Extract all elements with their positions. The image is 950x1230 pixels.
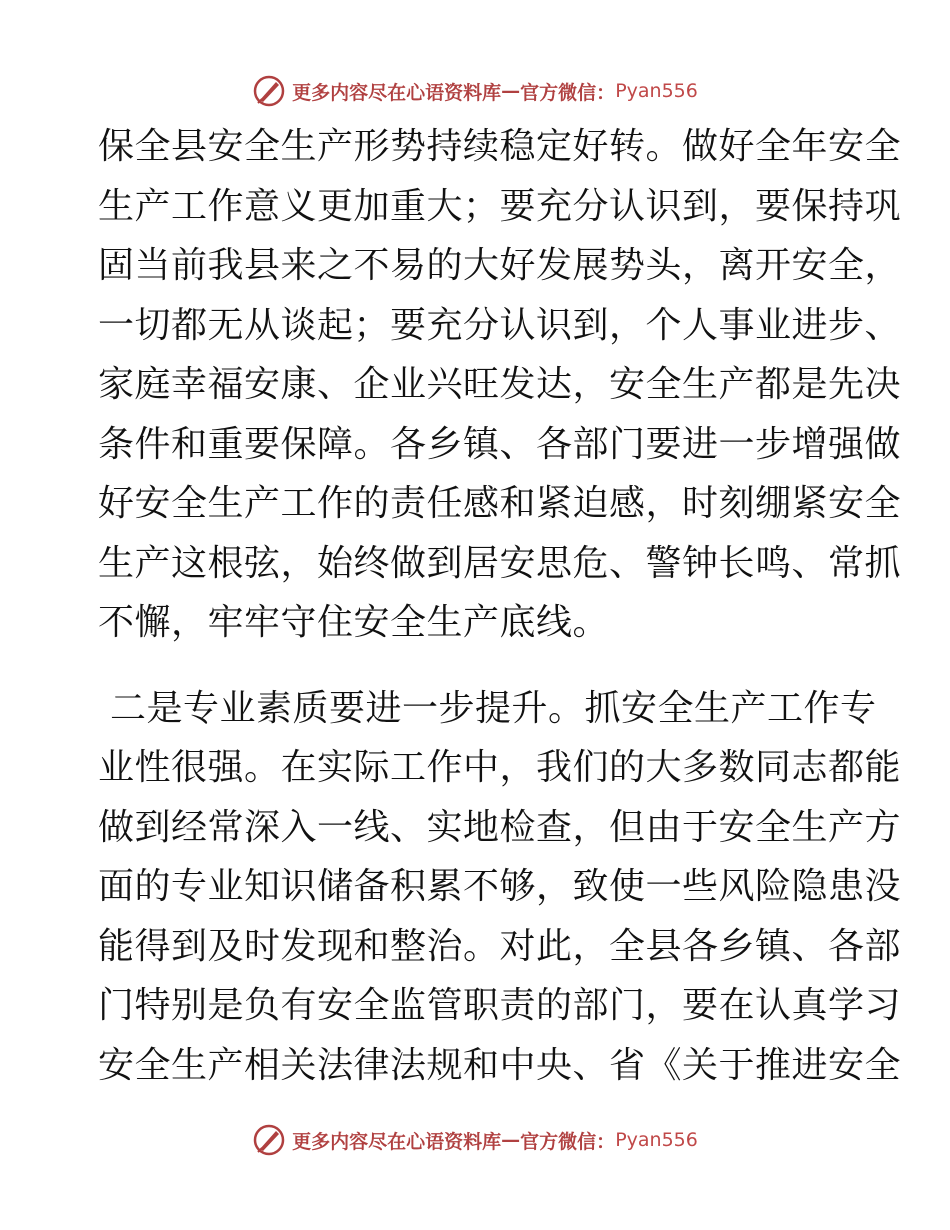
- quill-logo-icon: [252, 74, 286, 108]
- quill-logo-icon: [252, 1123, 286, 1157]
- footer-wechat-label: 官方微信：: [520, 1130, 616, 1153]
- header-banner-text: 更多内容尽在心语资料库: [292, 81, 502, 104]
- text-line: 门特别是负有安全监管职责的部门，要在认真学习: [98, 985, 902, 1026]
- header-wechat-label: 官方微信：: [520, 81, 616, 104]
- footer-banner: [0, 1120, 950, 1160]
- text-line: 做到经常深入一线、实地检查，但由于安全生产方: [98, 806, 902, 848]
- text-line: 一切都无从谈起；要充分认识到，个人事业进步、: [98, 304, 902, 346]
- footer-banner-text: 更多内容尽在心语资料库: [292, 1130, 502, 1153]
- header-wechat-id: Pyan556: [615, 80, 698, 102]
- paragraph-2: [98, 679, 902, 1096]
- text-line: 面的专业知识储备积累不够，致使一些风险隐患没: [98, 866, 902, 907]
- footer-separator: —: [501, 1129, 521, 1151]
- text-line: 二是专业素质要进一步提升。抓安全生产工作专: [98, 687, 877, 729]
- text-line: 好安全生产工作的责任感和紧迫感，时刻绷紧安全: [98, 483, 902, 524]
- text-line: 固当前我县来之不易的大好发展势头，离开安全，: [98, 245, 902, 286]
- text-line: 保全县安全生产形势持续稳定好转。做好全年安全: [98, 126, 902, 167]
- text-line: 条件和重要保障。各乡镇、各部门要进一步增强做: [98, 423, 902, 465]
- header-separator: —: [501, 80, 521, 102]
- text-line: 安全生产相关法律法规和中央、省《关于推进安全: [98, 1044, 902, 1086]
- document-body: [98, 117, 902, 1095]
- text-line: 能得到及时发现和整治。对此，全县各乡镇、各部: [98, 925, 902, 967]
- footer-wechat-id: Pyan556: [615, 1129, 698, 1151]
- paragraph-1: [98, 117, 902, 653]
- header-banner: [0, 71, 950, 111]
- text-line: 家庭幸福安康、企业兴旺发达，安全生产都是先决: [98, 364, 902, 405]
- text-line: 不懈，牢牢守住安全生产底线。: [98, 602, 610, 643]
- paragraph-gap: [98, 653, 858, 679]
- text-line: 生产工作意义更加重大；要充分认识到，要保持巩: [98, 185, 902, 227]
- text-line: 生产这根弦，始终做到居安思危、警钟长鸣、常抓: [98, 542, 902, 584]
- text-line: 业性很强。在实际工作中，我们的大多数同志都能: [98, 747, 902, 788]
